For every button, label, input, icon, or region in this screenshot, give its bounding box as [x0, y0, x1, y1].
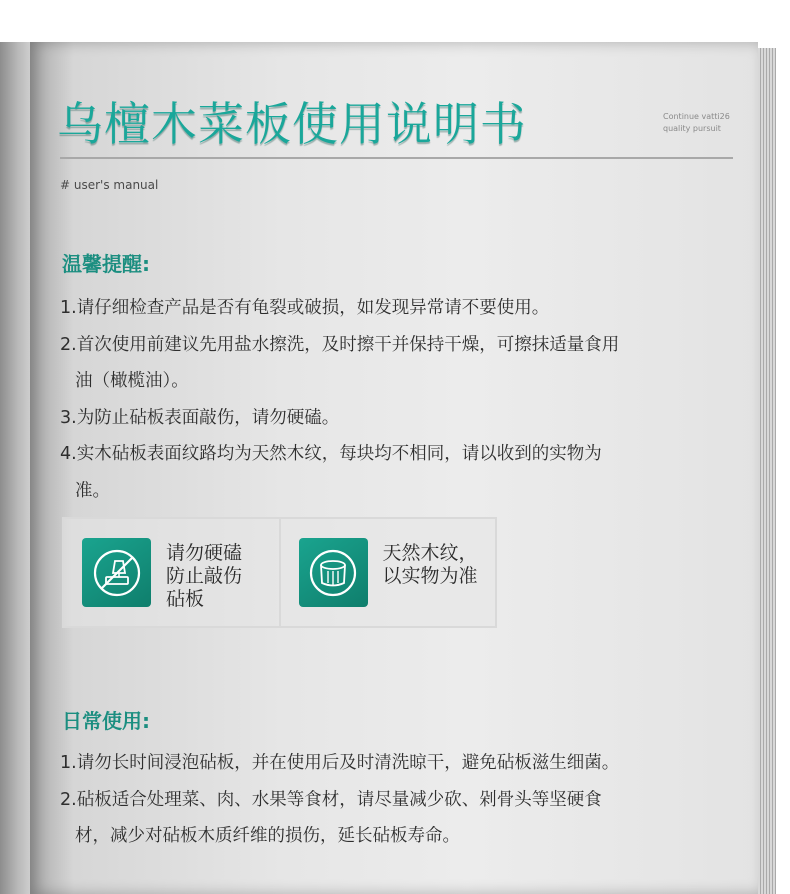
tagline-line-2: quality pursuit [663, 124, 721, 133]
callout-line: 请勿硬磕 [166, 542, 243, 564]
callout-panel [62, 517, 497, 628]
manual-subtitle: # user's manual [60, 178, 159, 192]
callout-line: 以实物为准 [382, 565, 478, 587]
callout-line: 防止敲伤 [166, 565, 243, 587]
title-divider [60, 157, 733, 159]
list-item: 1.请勿长时间浸泡砧板，并在使用后及时清洗晾干，避免砧板滋生细菌。 [60, 753, 620, 773]
reminder-heading: 温馨提醒: [62, 252, 150, 276]
callout-text [383, 542, 478, 588]
callout-text [166, 542, 242, 611]
page-title: 乌檀木菜板使用说明书 [57, 97, 527, 151]
list-item: 3.为防止砧板表面敲伤，请勿硬磕。 [60, 407, 340, 428]
callout-line: 砧板 [166, 588, 205, 610]
wood-grain-stump-icon [299, 538, 368, 607]
list-item: 1.请仔细检查产品是否有龟裂或破损，如发现异常请不要使用。 [60, 298, 550, 318]
page-edges [758, 48, 776, 894]
list-item: 2.首次使用前建议先用盐水擦洗，及时擦干并保持干燥，可擦抹适量食用油（橄榄油）。 [60, 334, 620, 391]
daily-use-list [60, 745, 630, 855]
list-item: 4.实木砧板表面纹路均为天然木纹，每块均不相同，请以收到的实物为准。 [60, 444, 602, 501]
list-item: 2.砧板适合处理菜、肉、水果等食材，请尽量减少砍、剁骨头等坚硬食材，减少对砧板木质纤维的损伤，延长砧板寿命。 [60, 789, 602, 846]
tagline-line-1: Continue vatti26 [663, 112, 730, 121]
brand-tagline [663, 111, 753, 135]
no-hard-knock-icon [82, 538, 151, 607]
reminder-list [60, 290, 630, 509]
callout-line: 天然木纹， [382, 542, 478, 564]
daily-use-heading: 日常使用: [62, 709, 150, 733]
callout-wood-grain [279, 519, 496, 626]
callout-no-hard-knock [64, 519, 279, 626]
